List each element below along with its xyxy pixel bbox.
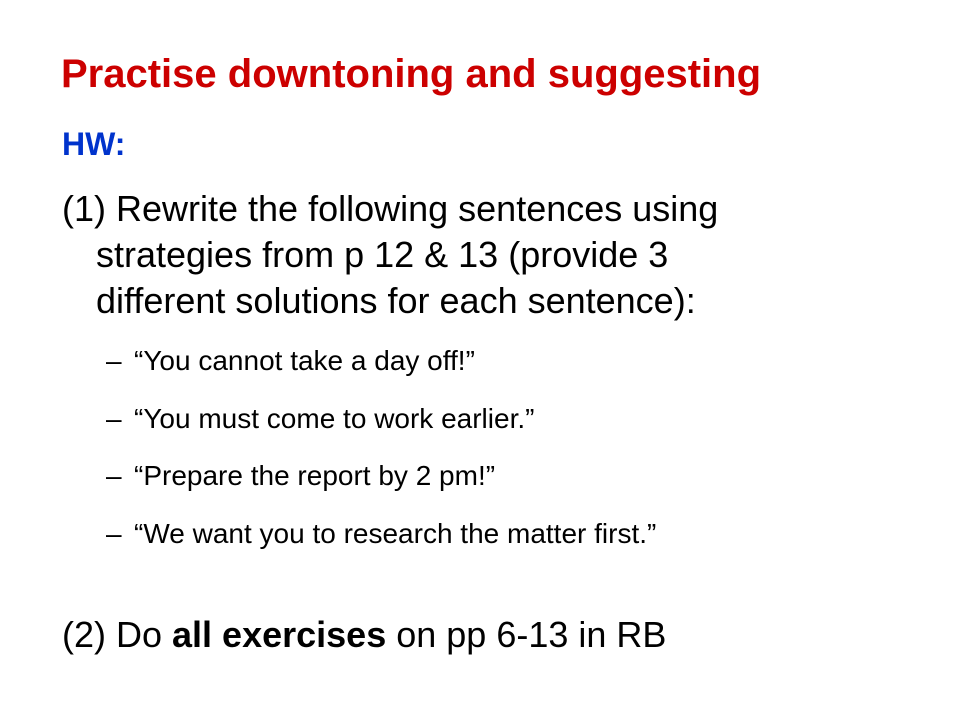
dash-bullet: – <box>106 460 122 491</box>
slide-title: Practise downtoning and suggesting <box>61 52 762 96</box>
dash-bullet: – <box>106 345 122 376</box>
task-2 <box>62 612 942 658</box>
sentence-list <box>106 344 656 574</box>
sentence-text: “We want you to research the matter first.” <box>134 517 657 549</box>
task-1-line-1: (1) Rewrite the following sentences using <box>62 188 719 229</box>
dash-bullet: – <box>106 517 122 549</box>
task-2-emphasis: all exercises <box>172 614 387 655</box>
sentence-item <box>106 517 656 575</box>
task-1 <box>62 186 942 324</box>
task-1-line-2: strategies from p 12 & 13 (provide 3 <box>96 234 669 275</box>
sentence-text: “You cannot take a day off!” <box>134 345 475 376</box>
task-2-suffix: on pp 6-13 in RB <box>386 614 667 655</box>
sentence-text: “You must come to work earlier.” <box>134 402 535 434</box>
sentence-item <box>106 344 656 402</box>
homework-label: HW: <box>62 126 126 162</box>
task-2-prefix: (2) Do <box>62 614 173 655</box>
sentence-text: “Prepare the report by 2 pm!” <box>134 460 496 491</box>
task-1-line-3: different solutions for each sentence): <box>96 280 696 321</box>
sentence-item <box>106 402 656 460</box>
sentence-item <box>106 459 656 517</box>
dash-bullet: – <box>106 402 122 434</box>
